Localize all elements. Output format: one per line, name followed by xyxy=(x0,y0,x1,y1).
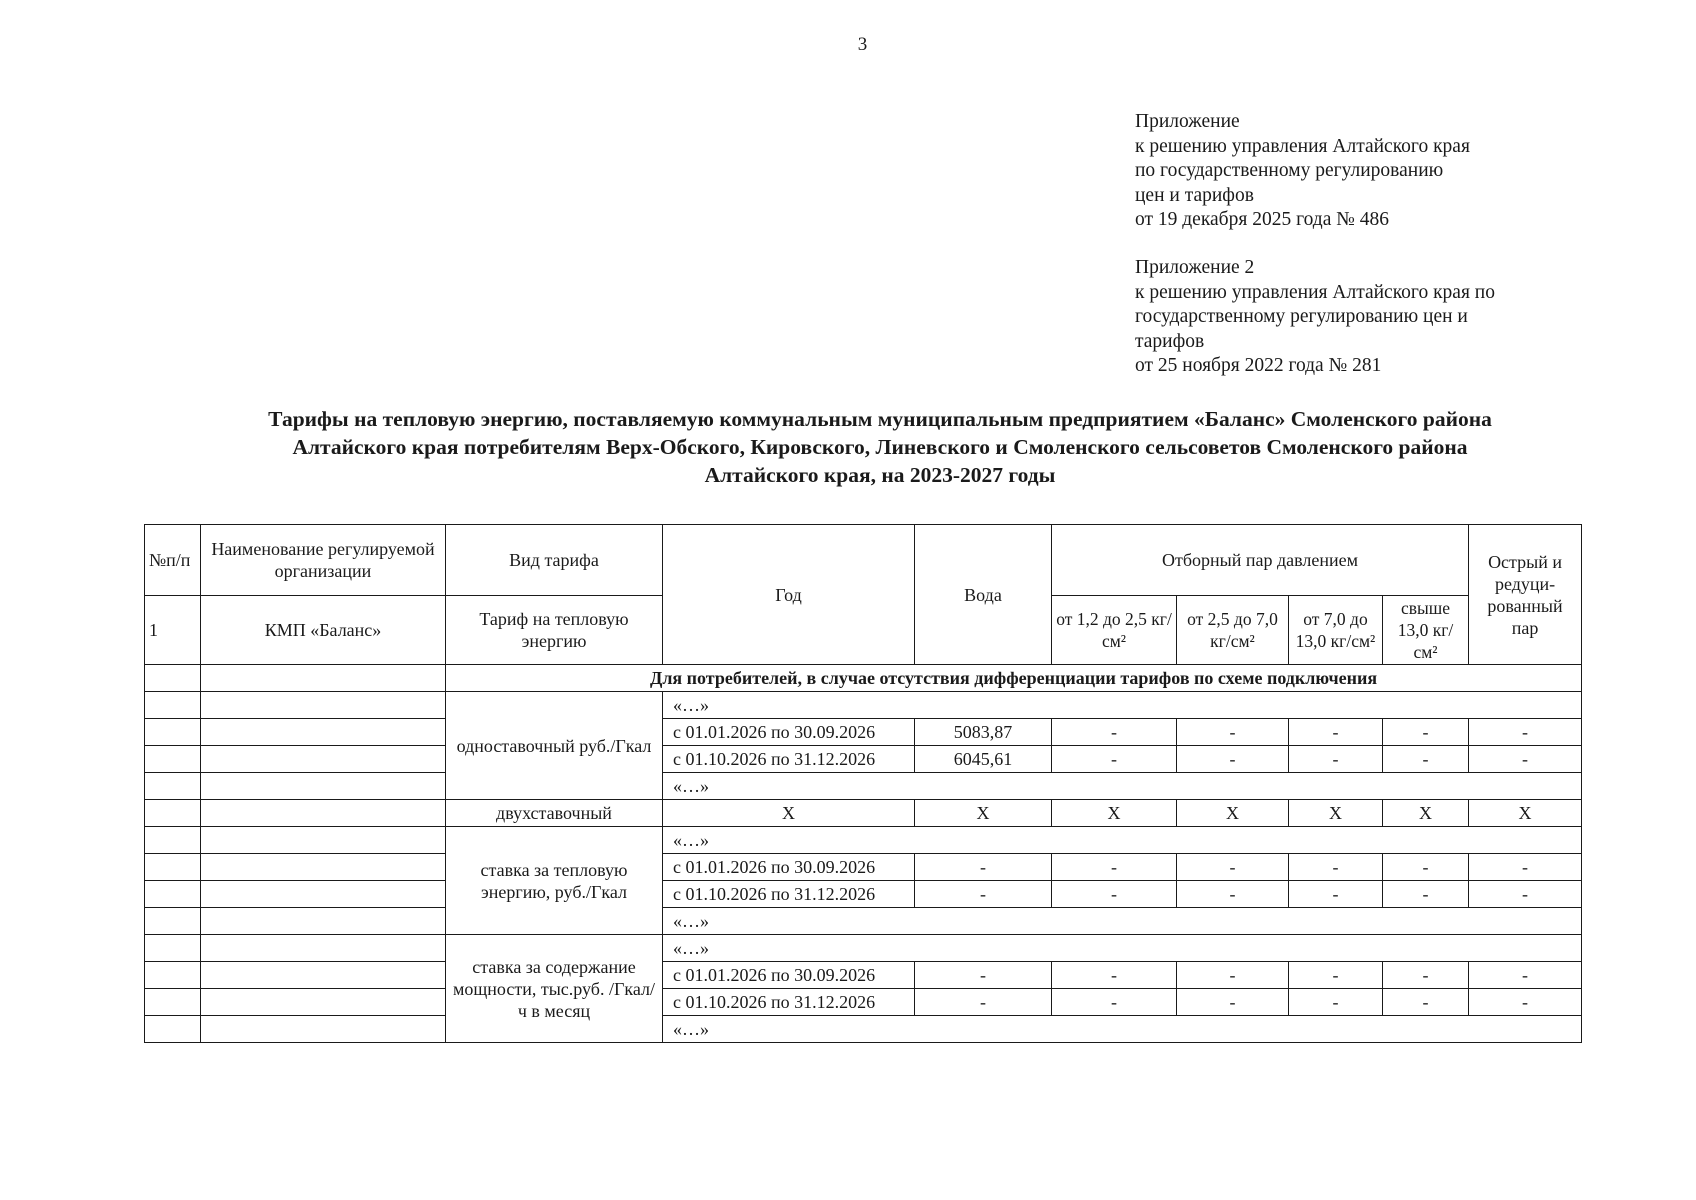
table-row xyxy=(145,1016,1582,1043)
annex-1-line: по государственному регулированию xyxy=(1135,160,1444,181)
section-title: Для потребителей, в случае отсутствия дифференциации тарифов по схеме подключения xyxy=(446,665,1582,692)
energy-rate-label: ставка за тепловую энергию, руб./Гкал xyxy=(446,827,663,935)
empty-cell xyxy=(201,800,446,827)
capacity-rate-label: ставка за содержание мощности, тыс.руб. /Гкал/ч в месяц xyxy=(446,935,663,1043)
steam-4-value: - xyxy=(1383,989,1469,1016)
steam-3-value: - xyxy=(1289,746,1383,773)
ellipsis-cell: «…» xyxy=(663,773,1582,800)
ellipsis-cell: «…» xyxy=(663,935,1582,962)
empty-cell xyxy=(145,665,201,692)
empty-cell xyxy=(145,962,201,989)
steam-1-value: - xyxy=(1052,881,1177,908)
header-org: Наименование регулируемой организации xyxy=(201,525,446,596)
steam-3-value: - xyxy=(1289,989,1383,1016)
empty-cell xyxy=(145,1016,201,1043)
document-title xyxy=(130,405,1630,489)
water-value: - xyxy=(915,989,1052,1016)
annex-2-line: государственному регулированию цен и xyxy=(1135,306,1468,327)
annex-2-line: к решению управления Алтайского края по xyxy=(1135,281,1495,303)
empty-cell xyxy=(145,881,201,908)
period-cell: с 01.10.2026 по 31.12.2026 xyxy=(663,989,915,1016)
organization-name: КМП «Баланс» xyxy=(201,596,446,665)
empty-cell xyxy=(201,989,446,1016)
empty-cell xyxy=(201,1016,446,1043)
steam-4-value: - xyxy=(1383,881,1469,908)
row-number: 1 xyxy=(145,596,201,665)
table-row xyxy=(145,854,1582,881)
sharp-steam-value: - xyxy=(1469,989,1582,1016)
empty-cell xyxy=(145,800,201,827)
header-steam-1: от 1,2 до 2,5 кг/см² xyxy=(1052,596,1177,665)
steam-2-value: - xyxy=(1177,881,1289,908)
table-row xyxy=(145,908,1582,935)
x-mark: X xyxy=(1289,800,1383,827)
empty-cell xyxy=(201,908,446,935)
steam-2-value: - xyxy=(1177,962,1289,989)
empty-cell xyxy=(201,827,446,854)
table-row xyxy=(145,935,1582,962)
table-row xyxy=(145,989,1582,1016)
header-year: Год xyxy=(663,525,915,665)
ellipsis-cell: «…» xyxy=(663,827,1582,854)
steam-4-value: - xyxy=(1383,962,1469,989)
steam-3-value: - xyxy=(1289,881,1383,908)
section-row xyxy=(145,665,1582,692)
empty-cell xyxy=(145,719,201,746)
period-cell: с 01.01.2026 по 30.09.2026 xyxy=(663,719,915,746)
steam-3-value: - xyxy=(1289,854,1383,881)
water-value: - xyxy=(915,854,1052,881)
empty-cell xyxy=(145,773,201,800)
sharp-steam-value: - xyxy=(1469,881,1582,908)
empty-cell xyxy=(145,746,201,773)
annex-1-line: цен и тарифов xyxy=(1135,184,1254,206)
header-tariff-type: Вид тарифа xyxy=(446,525,663,596)
tariff-kind: Тариф на тепловую энергию xyxy=(446,596,663,665)
sharp-steam-value: - xyxy=(1469,719,1582,746)
steam-2-value: - xyxy=(1177,719,1289,746)
sharp-steam-value: - xyxy=(1469,746,1582,773)
annex-2-header xyxy=(1135,256,1495,379)
tariff-table xyxy=(144,524,1582,1043)
empty-cell xyxy=(145,692,201,719)
steam-4-value: - xyxy=(1383,719,1469,746)
annex-2-line: Приложение 2 xyxy=(1135,257,1255,278)
annex-2-line: тарифов xyxy=(1135,330,1205,352)
table-row xyxy=(145,773,1582,800)
steam-4-value: - xyxy=(1383,854,1469,881)
steam-1-value: - xyxy=(1052,962,1177,989)
x-mark: X xyxy=(1469,800,1582,827)
steam-2-value: - xyxy=(1177,854,1289,881)
title-line: Алтайского края, на 2023-2027 годы xyxy=(704,463,1056,487)
empty-cell xyxy=(201,773,446,800)
period-cell: с 01.01.2026 по 30.09.2026 xyxy=(663,962,915,989)
annex-1-header xyxy=(1135,110,1470,233)
empty-cell xyxy=(201,692,446,719)
table-row xyxy=(145,827,1582,854)
sharp-steam-value: - xyxy=(1469,962,1582,989)
x-mark: X xyxy=(1383,800,1469,827)
x-mark: X xyxy=(663,800,915,827)
x-mark: X xyxy=(1052,800,1177,827)
empty-cell xyxy=(201,962,446,989)
page-number: 3 xyxy=(857,34,868,55)
period-cell: с 01.10.2026 по 31.12.2026 xyxy=(663,746,915,773)
header-water: Вода xyxy=(915,525,1052,665)
steam-2-value: - xyxy=(1177,746,1289,773)
empty-cell xyxy=(201,746,446,773)
water-value: - xyxy=(915,881,1052,908)
empty-cell xyxy=(145,908,201,935)
empty-cell xyxy=(201,719,446,746)
steam-1-value: - xyxy=(1052,719,1177,746)
header-steam-4: свыше 13,0 кг/см² xyxy=(1383,596,1469,665)
steam-1-value: - xyxy=(1052,854,1177,881)
table-row xyxy=(145,692,1582,719)
table-row xyxy=(145,746,1582,773)
ellipsis-cell: «…» xyxy=(663,1016,1582,1043)
header-steam-group: Отборный пар давлением xyxy=(1052,525,1469,596)
period-cell: с 01.01.2026 по 30.09.2026 xyxy=(663,854,915,881)
water-value: - xyxy=(915,962,1052,989)
steam-4-value: - xyxy=(1383,746,1469,773)
empty-cell xyxy=(145,827,201,854)
title-line: Алтайского края потребителям Верх-Обского, Кировского, Линевского и Смоленского сельсоветов Смоленского района xyxy=(292,435,1468,459)
table-row xyxy=(145,962,1582,989)
annex-1-line: от 19 декабря 2025 года № 486 xyxy=(1135,209,1389,230)
one-rate-label: одноставочный руб./Гкал xyxy=(446,692,663,800)
two-rate-label: двухставочный xyxy=(446,800,663,827)
header-steam-2: от 2,5 до 7,0 кг/см² xyxy=(1177,596,1289,665)
ellipsis-cell: «…» xyxy=(663,908,1582,935)
empty-cell xyxy=(201,935,446,962)
annex-1-line: к решению управления Алтайского края xyxy=(1135,135,1470,157)
sharp-steam-value: - xyxy=(1469,854,1582,881)
x-mark: X xyxy=(1177,800,1289,827)
header-row-1 xyxy=(145,525,1582,596)
table-row xyxy=(145,881,1582,908)
x-mark: X xyxy=(915,800,1052,827)
steam-1-value: - xyxy=(1052,746,1177,773)
title-line: Тарифы на тепловую энергию, поставляемую коммунальным муниципальным предприятием «Баланс» Смоленского района xyxy=(268,407,1492,431)
steam-3-value: - xyxy=(1289,962,1383,989)
empty-cell xyxy=(201,881,446,908)
steam-3-value: - xyxy=(1289,719,1383,746)
empty-cell xyxy=(145,854,201,881)
header-num: №п/п xyxy=(145,525,201,596)
annex-2-line: от 25 ноября 2022 года № 281 xyxy=(1135,355,1382,376)
empty-cell xyxy=(145,989,201,1016)
header-steam-3: от 7,0 до 13,0 кг/см² xyxy=(1289,596,1383,665)
empty-cell xyxy=(201,665,446,692)
empty-cell xyxy=(145,935,201,962)
table-row xyxy=(145,719,1582,746)
header-sharp-steam: Острый и редуци-рованный пар xyxy=(1469,525,1582,665)
steam-2-value: - xyxy=(1177,989,1289,1016)
water-value: 6045,61 xyxy=(915,746,1052,773)
ellipsis-cell: «…» xyxy=(663,692,1582,719)
empty-cell xyxy=(201,854,446,881)
annex-1-line: Приложение xyxy=(1135,111,1240,132)
table-row xyxy=(145,800,1582,827)
period-cell: с 01.10.2026 по 31.12.2026 xyxy=(663,881,915,908)
steam-1-value: - xyxy=(1052,989,1177,1016)
water-value: 5083,87 xyxy=(915,719,1052,746)
